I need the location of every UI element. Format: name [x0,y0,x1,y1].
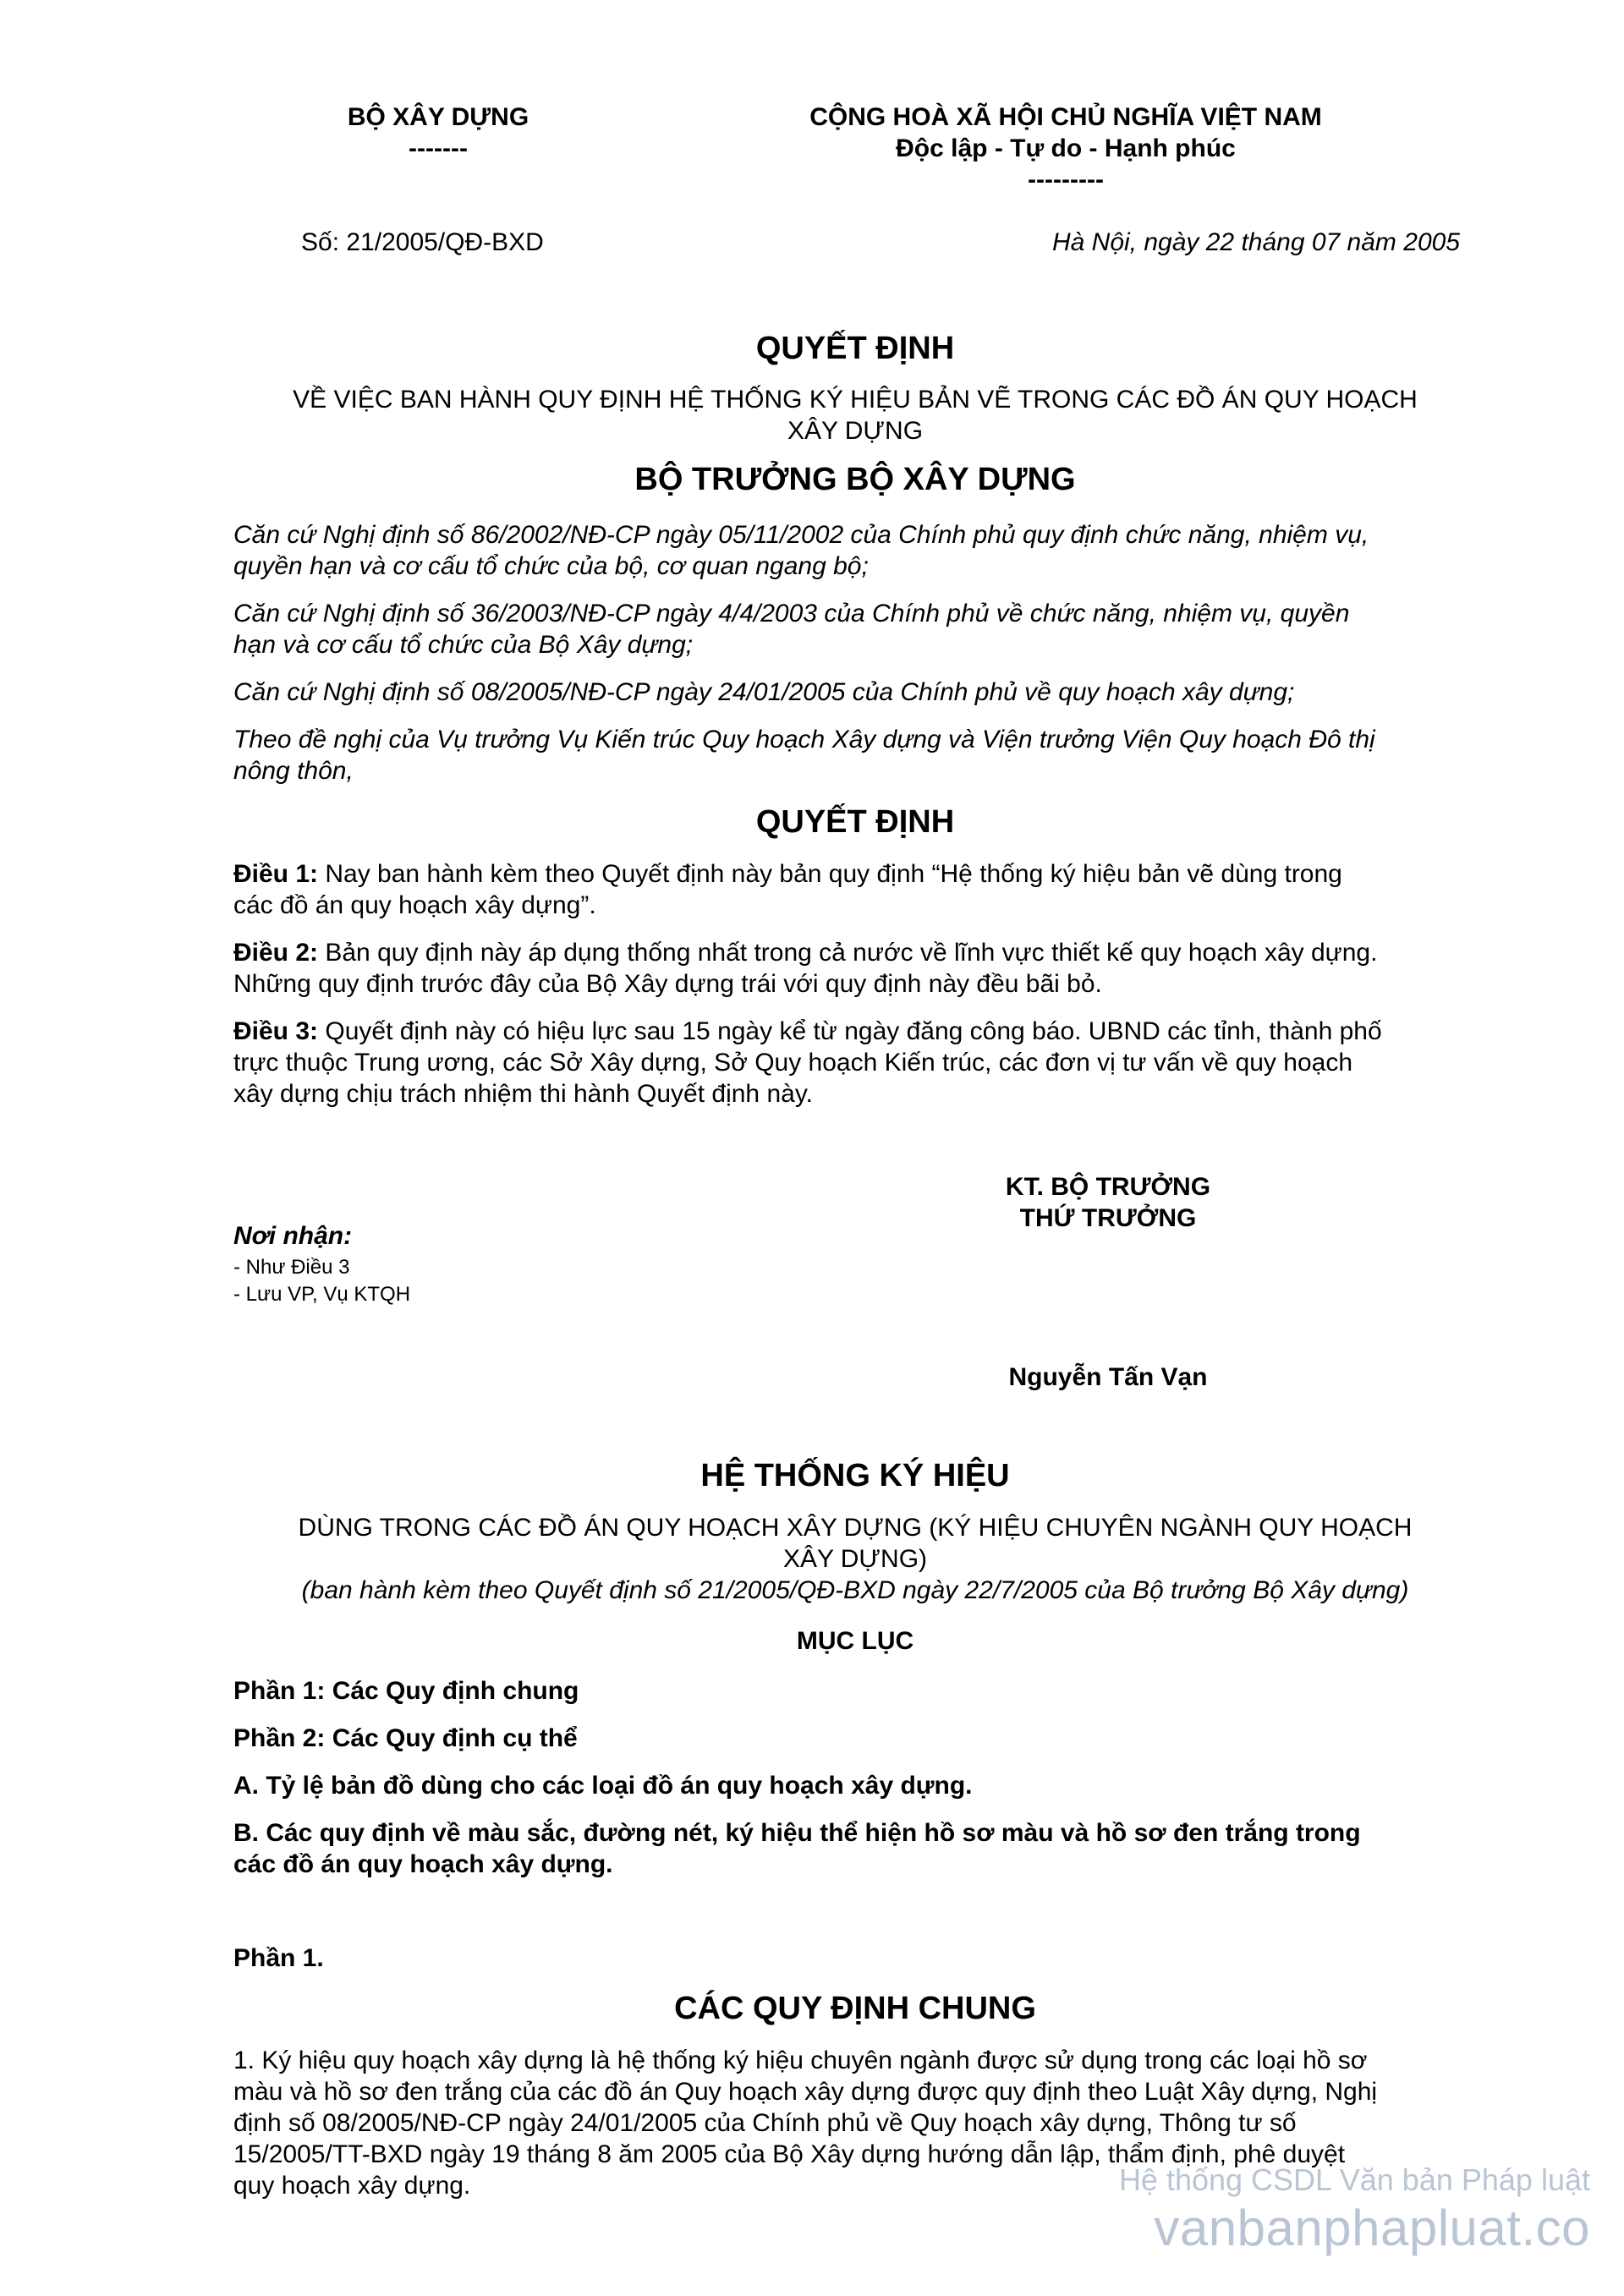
article-3: Điều 3: Quyết định này có hiệu lực sau 15 ngày kể từ ngày đăng công báo. UBND các tỉnh, thành phố trực thuộc Trung ương, các Sở Xây dựng, Sở Quy hoạch Kiến trúc, các đơn vị tư vấn về quy hoạch xây dựng chịu trách nhiệm thi hành Quyết định này. [233,1017,1382,1108]
appendix-title: HỆ THỐNG KÝ HIỆU [700,1458,1010,1493]
part1-paragraph: 1. Ký hiệu quy hoạch xây dựng là hệ thống ký hiệu chuyên ngành được sử dụng trong các loại hồ sơ màu và hồ sơ đen trắng của các đồ án Quy hoạch xây dựng được quy định theo Luật Xây dựng, Nghị định số 08/2005/NĐ-CP ngày 24/01/2005 của Chính phủ về Quy hoạch xây dựng, Thông tư số 15/2005/TT-BXD ngày 19 tháng 8 ăm 2005 của Bộ Xây dựng hướng dẫn lập, thẩm định, phê duyệt quy hoạch xây dựng. [233,2047,1378,2200]
article-2: Điều 2: Bản quy định này áp dụng thống nhất trong cả nước về lĩnh vực thiết kế quy hoạch xây dựng. Những quy định trước đây của Bộ Xây dựng trái với quy định này đều bãi bỏ. [233,939,1378,998]
appendix-subtitle-line1: DÙNG TRONG CÁC ĐỒ ÁN QUY HOẠCH XÂY DỰNG (KÝ HIỆU CHUYÊN NGÀNH QUY HOẠCH [298,1514,1413,1542]
part1-label: Phần 1. [233,1944,324,1972]
toc-item-4: B. Các quy định về màu sắc, đường nét, ký hiệu thể hiện hồ sơ màu và hồ sơ đen trắng trong các đồ án quy hoạch xây dựng. [233,1819,1361,1878]
appendix-subtitle-line2: XÂY DỰNG) [782,1545,928,1573]
country-name: CỘNG HOÀ XÃ HỘI CHỦ NGHĨA VIỆT NAM [809,103,1322,131]
toc-item-2: Phần 2: Các Quy định cụ thể [233,1724,578,1752]
national-motto: Độc lập - Tự do - Hạnh phúc [896,134,1236,162]
place-date: Hà Nội, ngày 22 tháng 07 năm 2005 [1051,228,1460,256]
authority-title: BỘ TRƯỞNG BỘ XÂY DỰNG [634,462,1076,497]
toc-item-1: Phần 1: Các Quy định chung [233,1677,579,1705]
decision-subject-line2: XÂY DỰNG [787,417,924,445]
signer-name: Nguyễn Tấn Vạn [1008,1363,1208,1391]
article-2-label: Điều 2: [233,939,319,967]
part1-title: CÁC QUY ĐỊNH CHUNG [674,1991,1036,2026]
toc-item-3: A. Tỷ lệ bản đồ dùng cho các loại đồ án quy hoạch xây dựng. [233,1772,973,1800]
signature-title-2: THỨ TRƯỞNG [1019,1204,1197,1232]
legal-basis-3: Căn cứ Nghị định số 08/2005/NĐ-CP ngày 24/01/2005 của Chính phủ về quy hoạch xây dựng; [233,678,1295,706]
legal-basis-2: Căn cứ Nghị định số 36/2003/NĐ-CP ngày 4/4/2003 của Chính phủ về chức năng, nhiệm vụ, quyền hạn và cơ cấu tổ chức của Bộ Xây dựng; [233,600,1350,659]
recipients-title: Nơi nhận: [233,1222,353,1250]
document-number: Số: 21/2005/QĐ-BXD [301,228,544,256]
article-1: Điều 1: Nay ban hành kèm theo Quyết định này bản quy định “Hệ thống ký hiệu bản vẽ dùng trong các đồ án quy hoạch xây dựng”. [233,860,1342,919]
legal-basis-4: Theo đề nghị của Vụ trưởng Vụ Kiến trúc Quy hoạch Xây dựng và Viện trưởng Viện Quy hoạch Đô thị nông thôn, [233,726,1375,785]
article-1-label: Điều 1: [233,860,319,888]
recipient-item: - Như Điều 3 [233,1256,350,1279]
ministry-name: BỘ XÂY DỰNG [347,103,529,131]
article-3-label: Điều 3: [233,1017,319,1045]
legal-basis-1: Căn cứ Nghị định số 86/2002/NĐ-CP ngày 05/11/2002 của Chính phủ quy định chức năng, nhiệm vụ, quyền hạn và cơ cấu tổ chức của bộ, cơ quan ngang bộ; [233,521,1369,580]
recipient-item: - Lưu VP, Vụ KTQH [233,1283,411,1306]
issued-note: (ban hành kèm theo Quyết định số 21/2005/QĐ-BXD ngày 22/7/2005 của Bộ trưởng Bộ Xây dựng) [301,1576,1409,1604]
ministry-underline: ------- [409,134,468,162]
watermark-domain: vanbanphapluat.co [1154,2200,1590,2256]
watermark-caption: Hệ thống CSDL Văn bản Pháp luật [1118,2162,1590,2197]
decides-title: QUYẾT ĐỊNH [755,804,955,840]
motto-underline: --------- [1028,166,1104,194]
toc-title: MỤC LỤC [796,1627,914,1655]
signature-title-1: KT. BỘ TRƯỞNG [1005,1173,1211,1201]
decision-subject-line1: VỀ VIỆC BAN HÀNH QUY ĐỊNH HỆ THỐNG KÝ HIỆU BẢN VẼ TRONG CÁC ĐỒ ÁN QUY HOẠCH [293,386,1418,414]
decision-title: QUYẾT ĐỊNH [755,331,955,366]
